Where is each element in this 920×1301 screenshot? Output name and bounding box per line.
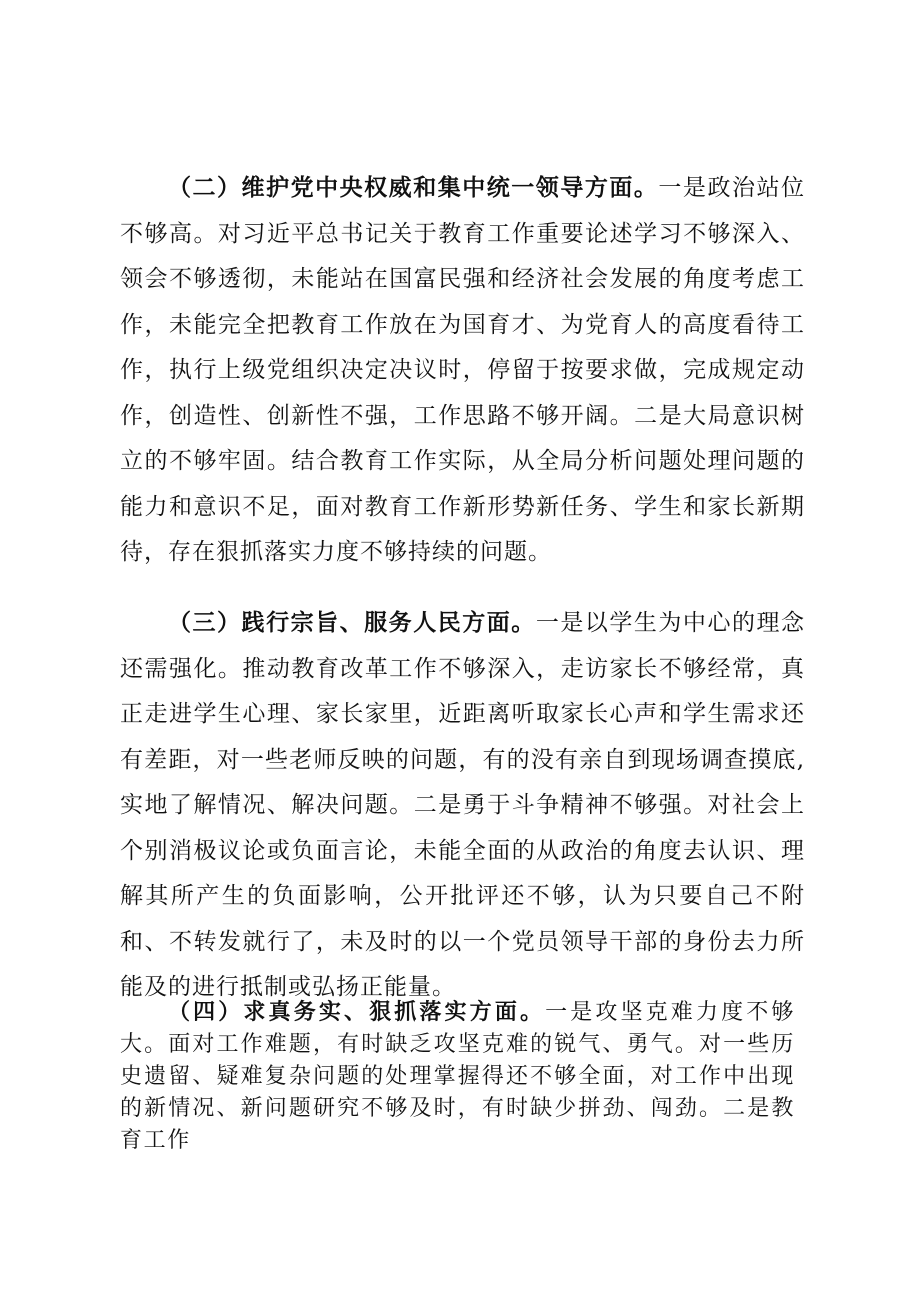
section-heading: （三）践行宗旨、服务人民方面。 (168, 610, 536, 636)
section-paragraph (120, 166, 805, 576)
section-body: 一是政治站位不够高。对习近平总书记关于教育工作重要论述学习不够深入、领会不够透彻，未能站在国富民强和经济社会发展的角度考虑工作，未能完全把教育工作放在为国育才、为党育人的高度看待工作，执行上级党组织决定决议时，停留于按要求做，完成规定动作，创造性、创新性不强，工作思路不够开阔。二是大局意识树立的不够牢固。结合教育工作实际，从全局分析问题处理问题的能力和意识不足，面对教育工作新形势新任务、学生和家长新期待，存在狠抓落实力度不够持续的问题。 (120, 175, 806, 565)
section-heading: （二）维护党中央权威和集中统一领导方面。 (168, 175, 659, 201)
section-heading: （四）求真务实、狠抓落实方面。 (168, 1000, 546, 1025)
section-paragraph (120, 997, 795, 1157)
section-paragraph (120, 601, 805, 1011)
section-body: 一是攻坚克难力度不够大。面对工作难题，有时缺乏攻坚克难的锐气、勇气。对一些历史遗留、疑难复杂问题的处理掌握得还不够全面，对工作中出现的新情况、新问题研究不够及时，有时缺少拼劲、闯劲。二是教育工作 (120, 1000, 795, 1153)
section-body: 一是以学生为中心的理念还需强化。推动教育改革工作不够深入，走访家长不够经常，真正走进学生心理、家长家里，近距离听取家长心声和学生需求还有差距，对一些老师反映的问题，有的没有亲自到现场调查摸底,实地了解情况、解决问题。二是勇于斗争精神不够强。对社会上个别消极议论或负面言论，未能全面的从政治的角度去认识、理解其所产生的负面影响，公开批评还不够，认为只要自己不附和、不转发就行了，未及时的以一个党员领导干部的身份去力所能及的进行抵制或弘扬正能量。 (120, 610, 806, 1000)
